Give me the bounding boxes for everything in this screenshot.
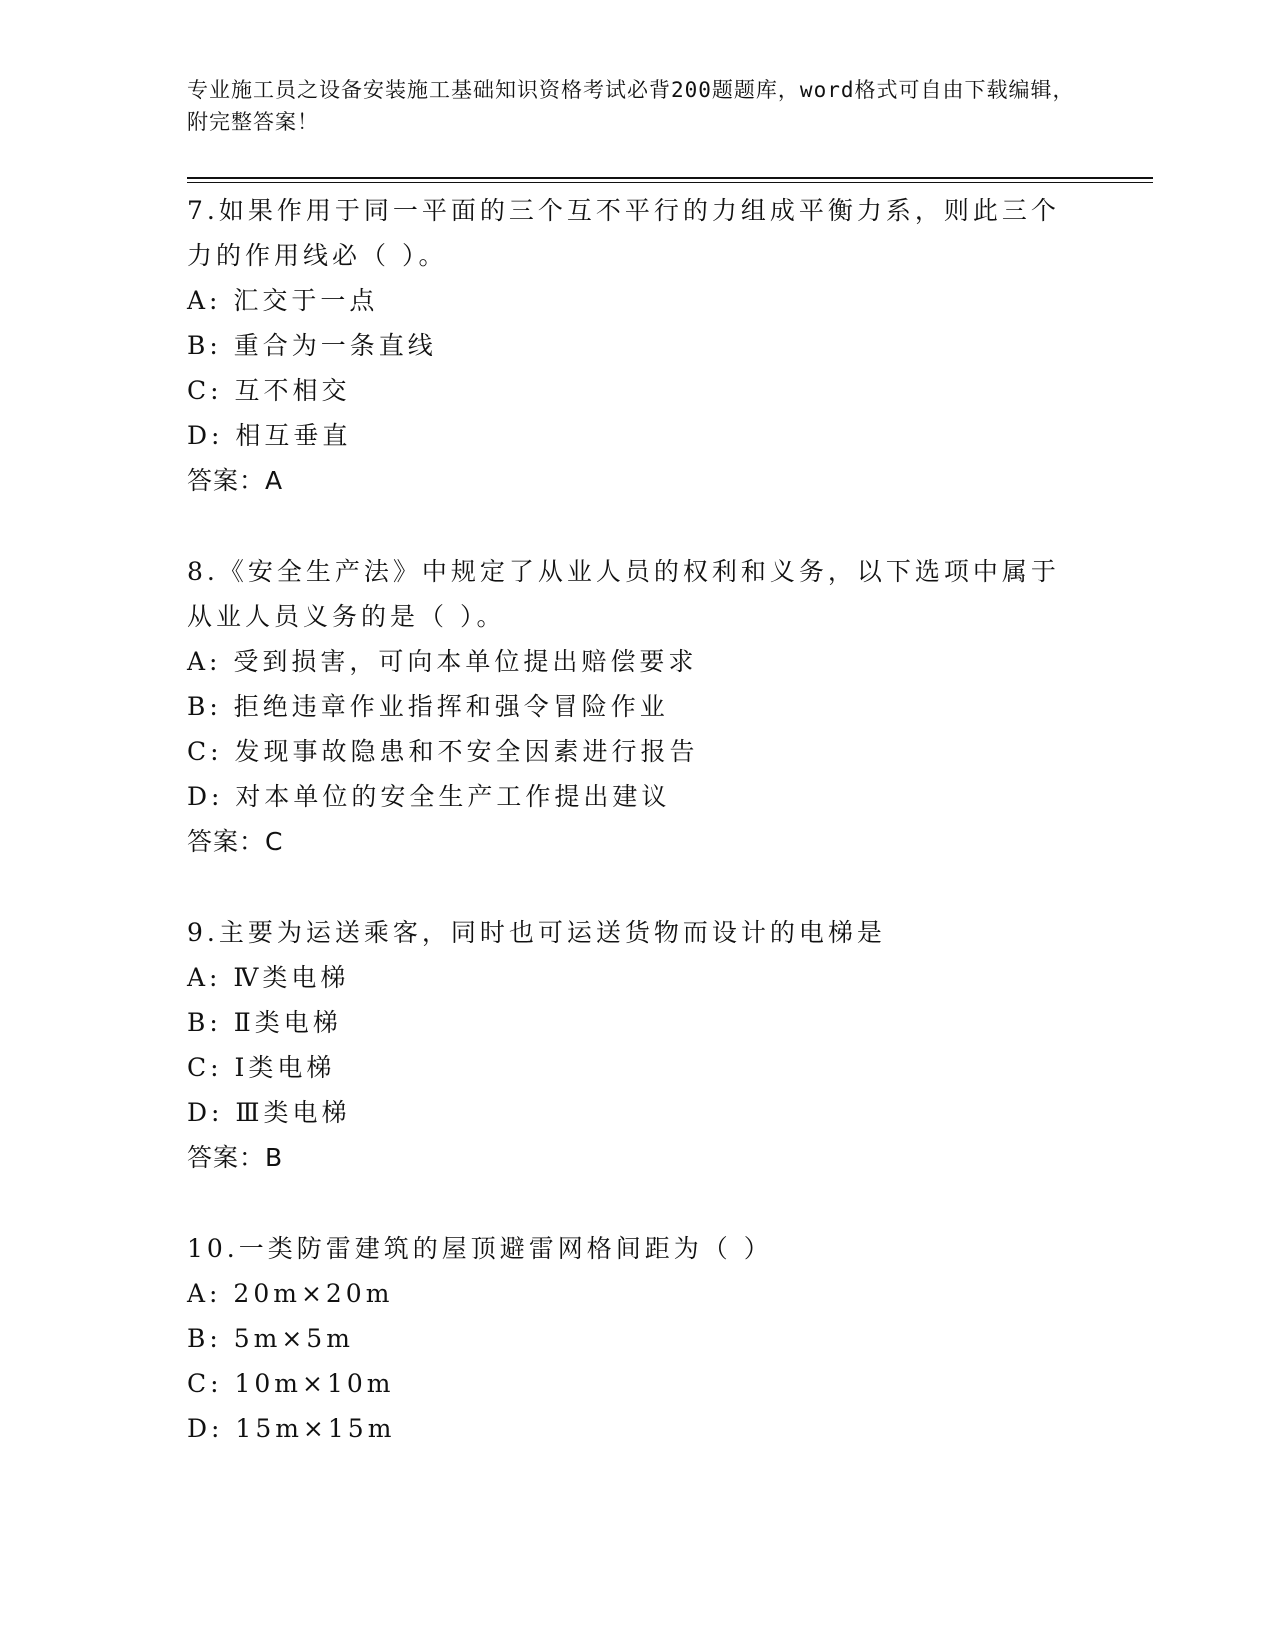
- option-a: A: 受到损害，可向本单位提出赔偿要求: [187, 647, 698, 676]
- header-divider-thin: [187, 182, 1153, 183]
- option-b: B: 重合为一条直线: [187, 331, 437, 360]
- question-list: [187, 188, 1087, 1451]
- answer-line: 答案：B: [187, 1143, 284, 1172]
- answer-line: 答案：A: [187, 466, 284, 495]
- option-a: A: Ⅳ类电梯: [187, 963, 350, 992]
- option-b: B: 5m×5m: [187, 1324, 354, 1353]
- option-c: C: Ⅰ类电梯: [187, 1053, 336, 1082]
- option-b: B: 拒绝违章作业指挥和强令冒险作业: [187, 692, 669, 721]
- option-d: D: 对本单位的安全生产工作提出建议: [187, 782, 671, 811]
- option-c: C: 互不相交: [187, 376, 351, 405]
- option-b: B: Ⅱ类电梯: [187, 1008, 342, 1037]
- question-9: [187, 910, 1087, 1180]
- option-d: D: 15m×15m: [187, 1414, 396, 1443]
- option-d: D: Ⅲ类电梯: [187, 1098, 351, 1127]
- option-d: D: 相互垂直: [187, 421, 352, 450]
- question-stem: 9.主要为运送乘客，同时也可运送货物而设计的电梯是: [187, 918, 886, 947]
- document-header: 专业施工员之设备安装施工基础知识资格考试必背200题题库，word格式可自由下载编辑，附完整答案！: [187, 78, 1075, 134]
- question-7: [187, 188, 1087, 503]
- answer-line: 答案：C: [187, 827, 284, 856]
- option-c: C: 10m×10m: [187, 1369, 395, 1398]
- header-divider-thick: [187, 177, 1153, 179]
- question-stem: 7.如果作用于同一平面的三个互不平行的力组成平衡力系，则此三个力的作用线必（ ）。: [187, 196, 1060, 270]
- option-a: A: 20m×20m: [187, 1279, 394, 1308]
- question-8: [187, 549, 1087, 864]
- question-10: [187, 1226, 1087, 1451]
- question-stem: 10.一类防雷建筑的屋顶避雷网格间距为（ ）: [187, 1234, 773, 1263]
- option-a: A: 汇交于一点: [187, 286, 379, 315]
- option-c: C: 发现事故隐患和不安全因素进行报告: [187, 737, 699, 766]
- question-stem: 8.《安全生产法》中规定了从业人员的权利和义务，以下选项中属于从业人员义务的是（ ）。: [187, 557, 1060, 631]
